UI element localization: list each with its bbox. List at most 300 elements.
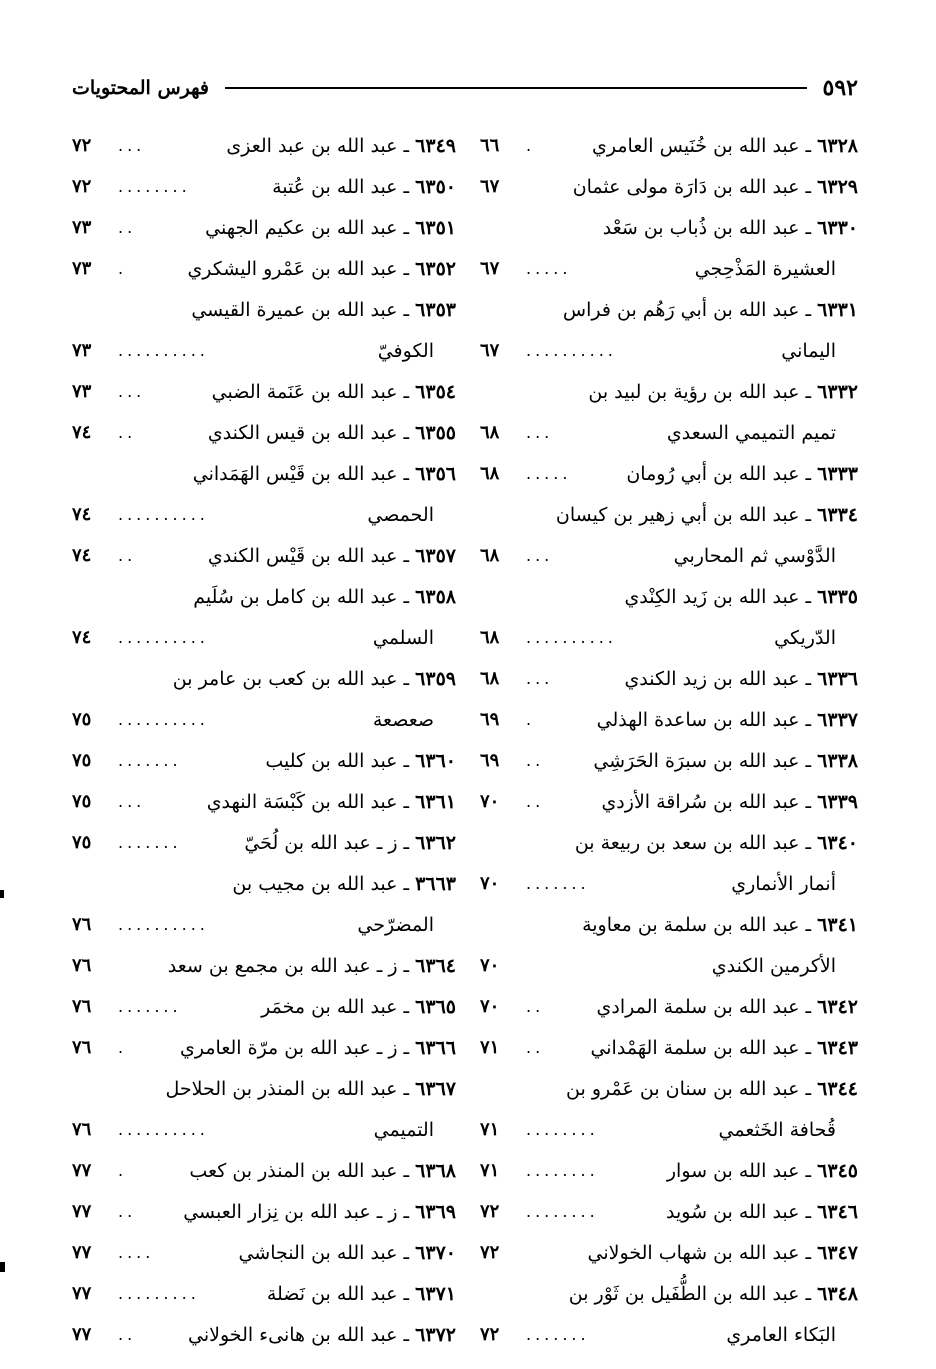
toc-entry-name: عبد الله بن النجاشي: [238, 1241, 398, 1264]
toc-entry-text: [173, 668, 456, 690]
toc-entry-text: [712, 955, 858, 977]
toc-entry-text: [265, 750, 456, 772]
toc-entry-name: عبد الله بن سبرَة الحَرَشِي: [593, 749, 800, 772]
toc-entry: [72, 699, 456, 740]
toc-entry-name: عبد الله بن مخمَر: [261, 995, 398, 1018]
toc-leader-dots: ..: [118, 546, 137, 565]
toc-entry-text: [667, 1160, 858, 1182]
toc-entry-name: أنمار الأنماري: [731, 872, 836, 895]
toc-entry-name: عبد الله بن دَارَة مولى عثمان: [572, 175, 800, 198]
toc-entry: [72, 535, 456, 576]
toc-page-number: ٧١: [480, 1037, 500, 1058]
toc-entry-name: عبد الله بن نَضلة: [266, 1282, 398, 1305]
toc-entry-name: الكوفيّ: [377, 339, 434, 362]
toc-page-number: ٧٥: [72, 832, 92, 853]
toc-entry-text: [189, 1160, 456, 1182]
toc-leader-dots: ..: [118, 1202, 137, 1221]
toc-entry-separator: ـ: [397, 790, 416, 813]
toc-entry-number: ٦٣٣٥: [817, 585, 858, 608]
toc-entry: [72, 1027, 456, 1068]
toc-entry-name: عبد الله بن زَيد الكِنْدي: [624, 585, 800, 608]
toc-entry-number: ٦٣٥١: [415, 216, 456, 239]
toc-page-number: ٦٨: [480, 545, 500, 566]
toc-entry-number: ٣٦٦٣: [415, 872, 456, 895]
toc-entry: [480, 699, 858, 740]
toc-entry: [72, 330, 456, 371]
toc-entry-text: [272, 176, 456, 198]
toc-entry-name: عبد الله بن قَيْس الكندي: [207, 544, 398, 567]
toc-page-number: ٧٧: [72, 1160, 92, 1181]
toc-entry-name: الأكرمين الكندي: [711, 954, 836, 977]
toc-entry: [480, 1191, 858, 1232]
toc-entry-name: البَكاء العامري: [726, 1323, 836, 1346]
toc-entry-number: ٦٣٤٢: [817, 995, 858, 1018]
toc-entry-number: ٦٣٧٢: [415, 1323, 456, 1346]
toc-entry-separator: ـ: [397, 1241, 416, 1264]
toc-entry: [72, 986, 456, 1027]
toc-entry-text: [575, 832, 858, 854]
toc-entry-name: عبد الله بن المنذر بن الحلاحل: [165, 1077, 398, 1100]
toc-leader-dots: .....: [526, 464, 572, 483]
toc-entry: [480, 1232, 858, 1273]
toc-entry-text: [624, 586, 858, 608]
toc-page-number: ٧٢: [72, 176, 92, 197]
toc-entry-text: [588, 381, 858, 403]
toc-entry-separator: ـ: [397, 667, 416, 690]
toc-entry-text: [193, 463, 456, 485]
toc-leader-dots: ...: [118, 136, 146, 155]
toc-entry: [480, 1314, 858, 1355]
header-title: فهرس المحتويات: [72, 77, 209, 99]
toc-entry: [72, 412, 456, 453]
toc-entry: [72, 494, 456, 535]
toc-entry-number: ٦٣٣٦: [817, 667, 858, 690]
toc-entry-number: ٦٣٤٨: [817, 1282, 858, 1305]
toc-entry-text: [731, 873, 858, 895]
toc-entry-text: [582, 914, 858, 936]
toc-entry-name: الدَّوْسي ثم المحاربي: [673, 544, 836, 567]
toc-entry: [480, 904, 858, 945]
toc-entry: [72, 740, 456, 781]
toc-leader-dots: .......: [118, 751, 182, 770]
toc-entry-name: اليماني: [781, 339, 836, 362]
toc-page-number: ٦٨: [480, 463, 500, 484]
toc-entry-name: عبد الله بن عكيم الجهني: [205, 216, 398, 239]
toc-entry-number: ٦٣٦١: [415, 790, 456, 813]
toc-entry-number: ٦٣٤٣: [817, 1036, 858, 1059]
toc-entry-number: ٦٣٤٤: [817, 1077, 858, 1100]
toc-entry-text: [593, 750, 858, 772]
toc-leader-dots: ..........: [118, 628, 209, 647]
toc-entry: [72, 125, 456, 166]
toc-page-number: ٧٧: [72, 1283, 92, 1304]
toc-entry-separator: ـ: [799, 503, 818, 526]
toc-entry-number: ٦٣٥٧: [415, 544, 456, 567]
toc-page-number: ٧٤: [72, 627, 92, 648]
toc-entry-separator: ـ: [799, 1036, 818, 1059]
toc-page-number: ٧٣: [72, 217, 92, 238]
toc-entry-separator: ـ: [397, 1282, 416, 1305]
toc-entry: [480, 289, 858, 330]
toc-leader-dots: ....: [118, 1243, 155, 1262]
toc-page-number: ٧٧: [72, 1324, 92, 1345]
toc-entry-separator: ـ: [397, 1323, 416, 1346]
toc-entry-separator: ـ: [799, 134, 818, 157]
toc-entry-text: [719, 1119, 859, 1141]
toc-entry-separator: ـ: [397, 298, 416, 321]
toc-page-number: ٧٠: [480, 996, 500, 1017]
toc-page-number: ٦٩: [480, 709, 500, 730]
toc-entry-text: [357, 914, 456, 936]
toc-leader-dots: .......: [118, 997, 182, 1016]
toc-entry-name: عبد الله بن هانىء الخولاني: [188, 1323, 398, 1346]
toc-entry-number: ٦٣٥٤: [415, 380, 456, 403]
toc-entry-name: عبد الله بن عميرة القيسي: [191, 298, 398, 321]
toc-leader-dots: .......: [526, 1325, 590, 1344]
toc-entry-text: [573, 176, 858, 198]
toc-entry-number: ٦٣٣٠: [817, 216, 858, 239]
toc-entry: [72, 863, 456, 904]
toc-entry-name: التميمي: [373, 1118, 434, 1141]
toc-entry: [72, 945, 456, 986]
toc-entry: [480, 1027, 858, 1068]
toc-entry-separator: ـ: [799, 1241, 818, 1264]
toc-entry-number: ٦٣٦٢: [415, 831, 456, 854]
toc-entry-text: [188, 1324, 456, 1346]
toc-entry-name: عبد الله بن خُنَيس العامري: [592, 134, 800, 157]
toc-entry-number: ٦٣٣٧: [817, 708, 858, 731]
toc-entry-name: عبد الله بن كامل بن سُلَيم: [193, 585, 398, 608]
toc-page-number: ٧٦: [72, 914, 92, 935]
toc-entry-name: عبد الله بن زيد الكندي: [624, 667, 800, 690]
toc-entry-separator: ـ: [397, 1077, 416, 1100]
toc-entry-number: ٦٣٢٨: [817, 134, 858, 157]
toc-entry-text: [183, 1201, 456, 1223]
toc-entry: [72, 576, 456, 617]
toc-entry-separator: ـ: [397, 421, 416, 444]
toc-page-number: ٧٢: [480, 1201, 500, 1222]
toc-entry-separator: ـ: [799, 749, 818, 772]
toc-leader-dots: ..: [118, 1325, 137, 1344]
toc-entry-text: [695, 258, 858, 280]
toc-entry-separator: ـ: [397, 1159, 416, 1182]
toc-page-number: ٧٦: [72, 996, 92, 1017]
toc-entry-number: ٦٣٣٣: [817, 462, 858, 485]
toc-entry-text: [378, 340, 456, 362]
toc-entry-name: عبد الله بن سلمة بن معاوية: [582, 913, 800, 936]
toc-entry-name: عبد الله بن قَيْس الهَمَداني: [192, 462, 398, 485]
toc-page-number: ٦٨: [480, 668, 500, 689]
toc-leader-dots: ...: [118, 792, 146, 811]
toc-entry-text: [563, 299, 858, 321]
toc-entry: [480, 617, 858, 658]
toc-entry-separator: ـ: [397, 216, 416, 239]
toc-entry-number: ٦٣٦٨: [415, 1159, 456, 1182]
toc-entry-name: عبد الله بن كليب: [265, 749, 398, 772]
toc-entry-number: ٦٣٤٧: [817, 1241, 858, 1264]
toc-entry-text: [596, 996, 858, 1018]
toc-page-number: ٧٧: [72, 1201, 92, 1222]
toc-leader-dots: ........: [118, 177, 191, 196]
toc-entry-name: صعصعة: [372, 708, 434, 731]
toc-page-number: ٧٥: [72, 791, 92, 812]
header-rule: [225, 87, 807, 89]
toc-page-number: ٧٥: [72, 750, 92, 771]
toc-entry-separator: ـ: [799, 790, 818, 813]
toc-entry-separator: ـ: [799, 462, 818, 485]
toc-entry-separator: ـ: [799, 175, 818, 198]
toc-entry-name: عبد الله بن عبد العزى: [226, 134, 398, 157]
toc-leader-dots: ...: [526, 546, 554, 565]
toc-leader-dots: ........: [526, 1202, 599, 1221]
toc-leader-dots: ..: [526, 997, 545, 1016]
toc-entry: [480, 1068, 858, 1109]
toc-leader-dots: ..........: [526, 341, 617, 360]
toc-entry-name: المضرّحي: [357, 913, 434, 936]
toc-entry: [72, 1150, 456, 1191]
toc-entry-text: [373, 627, 456, 649]
toc-page-number: ٧٤: [72, 504, 92, 525]
toc-page-number: ٦٦: [480, 135, 500, 156]
toc-leader-dots: ..: [526, 1038, 545, 1057]
page-number: ٥٩٢: [822, 75, 858, 101]
toc-entry-name: عبد الله بن ساعدة الهذلي: [596, 708, 800, 731]
toc-entry-separator: ـ: [799, 1282, 818, 1305]
toc-entry: [480, 1109, 858, 1150]
toc-entry-name: عبد الله بن عُتبة: [272, 175, 398, 198]
toc-page-number: ٦٧: [480, 258, 500, 279]
toc-entry: [480, 1150, 858, 1191]
toc-entry: [480, 453, 858, 494]
toc-entry-name: ز ـ عبد الله بن مرّة العامري: [180, 1036, 398, 1059]
toc-entry-number: ٦٣٣٢: [817, 380, 858, 403]
toc-entry-number: ٦٣٦٠: [415, 749, 456, 772]
toc-leader-dots: ..: [118, 218, 137, 237]
toc-page-number: ٧٦: [72, 1037, 92, 1058]
toc-entry: [480, 494, 858, 535]
toc-entry: [72, 207, 456, 248]
toc-entry-name: عبد الله بن كَبْسَة النهدي: [206, 790, 398, 813]
toc-leader-dots: .....: [526, 259, 572, 278]
toc-entry-name: السلمي: [372, 626, 434, 649]
toc-entry-text: [626, 463, 858, 485]
toc-entry-text: [212, 381, 456, 403]
toc-entry-separator: ـ: [397, 462, 416, 485]
toc-entry-separator: ـ: [397, 1036, 416, 1059]
toc-entry: [72, 1232, 456, 1273]
toc-entry: [72, 904, 456, 945]
toc-entry: [480, 207, 858, 248]
toc-entry-text: [238, 1242, 456, 1264]
toc-entry-text: [193, 586, 456, 608]
toc-leader-dots: ...: [118, 382, 146, 401]
page-header: [72, 70, 858, 106]
toc-entry-separator: ـ: [799, 995, 818, 1018]
toc-entry-name: ز ـ عبد الله بن لُحَيّ: [244, 831, 398, 854]
toc-entry-name: عبد الله بن سُراقة الأزدي: [601, 790, 800, 813]
toc-entry-number: ٦٣٥٦: [415, 462, 456, 485]
toc-page-number: ٧٠: [480, 873, 500, 894]
toc-entry-number: ٦٣٥٩: [415, 667, 456, 690]
toc-entry-text: [165, 1078, 456, 1100]
toc-entry-text: [601, 791, 858, 813]
toc-leader-dots: ..........: [118, 710, 209, 729]
toc-entry: [480, 412, 858, 453]
toc-entry-number: ٦٣٧٠: [415, 1241, 456, 1264]
toc-entry-separator: ـ: [397, 995, 416, 1018]
toc-leader-dots: ..........: [118, 915, 209, 934]
toc-entry: [480, 535, 858, 576]
toc-page-number: ٦٨: [480, 627, 500, 648]
toc-entry-number: ٦٣٦٩: [415, 1200, 456, 1223]
toc-entry: [480, 822, 858, 863]
toc-entry: [480, 330, 858, 371]
toc-entry: [72, 822, 456, 863]
toc-entry-name: عبد الله بن رؤية بن لبيد بن: [588, 380, 800, 403]
toc-page-number: ٧١: [480, 1160, 500, 1181]
toc-page-number: ٧٣: [72, 381, 92, 402]
toc-entry-text: [569, 1283, 858, 1305]
toc-entry-text: [168, 955, 456, 977]
toc-entry: [72, 453, 456, 494]
toc-entry-name: عبد الله بن سُويد: [666, 1200, 800, 1223]
toc-leader-dots: .: [118, 259, 128, 278]
toc-entry-separator: ـ: [397, 872, 416, 895]
toc-entry: [480, 125, 858, 166]
toc-entry-number: ٦٣٢٩: [817, 175, 858, 198]
toc-entry-text: [244, 832, 456, 854]
toc-entry-name: عبد الله بن سلمة الهَمْداني: [590, 1036, 800, 1059]
toc-entry-name: عبد الله بن مجيب بن: [232, 872, 398, 895]
toc-entry-text: [191, 299, 456, 321]
toc-entry: [72, 1191, 456, 1232]
toc-entry: [72, 781, 456, 822]
toc-entry: [480, 781, 858, 822]
toc-leader-dots: ...: [526, 423, 554, 442]
toc-entry-text: [261, 996, 456, 1018]
toc-entry-separator: ـ: [397, 134, 416, 157]
toc-entry-name: عبد الله بن المنذر بن كعب: [189, 1159, 398, 1182]
toc-leader-dots: ..: [118, 423, 137, 442]
toc-entry-text: [726, 1324, 858, 1346]
toc-page-number: ٧٤: [72, 422, 92, 443]
toc-entry: [72, 166, 456, 207]
toc-entry-separator: ـ: [799, 298, 818, 321]
toc-entry-number: ٦٣٤١: [817, 913, 858, 936]
toc-entry-text: [624, 668, 858, 690]
toc-entry-number: ٦٣٧١: [415, 1282, 456, 1305]
toc-entry-text: [597, 709, 858, 731]
toc-entry: [72, 658, 456, 699]
toc-leader-dots: ........: [526, 1120, 599, 1139]
toc-entry-separator: ـ: [397, 380, 416, 403]
toc-entry-name: عبد الله بن أبي رَهُم بن فراس: [562, 298, 800, 321]
toc-entry-separator: ـ: [799, 1200, 818, 1223]
toc-entry: [72, 289, 456, 330]
toc-entry-text: [556, 504, 858, 526]
toc-entry: [72, 371, 456, 412]
toc-entry-number: ٦٣٥٠: [415, 175, 456, 198]
toc-entry-number: ٦٣٤٥: [817, 1159, 858, 1182]
toc-entry-name: عبد الله بن سوار: [666, 1159, 800, 1182]
toc-entry-name: عبد الله بن أبي رُومان: [626, 462, 800, 485]
toc-entry-name: عبد الله بن سلمة المرادي: [596, 995, 800, 1018]
toc-entry-separator: ـ: [799, 380, 818, 403]
toc-entry-number: ٦٣٣١: [817, 298, 858, 321]
toc-page-number: ٧٥: [72, 709, 92, 730]
toc-entry-text: [590, 1037, 858, 1059]
toc-page-number: ٦٧: [480, 176, 500, 197]
toc-column-left: [72, 125, 456, 1355]
toc-entry-name: عبد الله بن أبي زهير بن كيسان: [555, 503, 800, 526]
toc-leader-dots: ...: [526, 669, 554, 688]
toc-entry: [72, 248, 456, 289]
toc-entry: [72, 617, 456, 658]
toc-entry-separator: ـ: [397, 257, 416, 280]
toc-entry: [480, 945, 858, 986]
toc-page-number: ٧٦: [72, 955, 92, 976]
toc-entry-text: [208, 545, 456, 567]
toc-leader-dots: .......: [118, 833, 182, 852]
toc-entry-number: ٦٣٣٩: [817, 790, 858, 813]
toc-page-number: ٧١: [480, 1119, 500, 1140]
toc-entry-name: الدّريكي: [774, 626, 836, 649]
toc-page-number: ٦٨: [480, 422, 500, 443]
toc-entry-separator: ـ: [799, 667, 818, 690]
toc-entry-separator: ـ: [799, 1159, 818, 1182]
toc-entry: [480, 1273, 858, 1314]
toc-leader-dots: .......: [526, 874, 590, 893]
toc-leader-dots: .: [526, 710, 536, 729]
toc-entry-name: العشيرة المَذْحِجي: [694, 257, 836, 280]
toc-entry-number: ٦٣٤٠: [817, 831, 858, 854]
toc-entry: [480, 658, 858, 699]
toc-entry: [72, 1068, 456, 1109]
toc-entry-number: ٦٣٥٣: [415, 298, 456, 321]
toc-entry-text: [208, 422, 456, 444]
toc-leader-dots: .: [526, 136, 536, 155]
toc-entry-name: قُحافة الخَثعمي: [718, 1118, 836, 1141]
toc-entry-number: ٦٣٥٥: [415, 421, 456, 444]
toc-entry-name: عبد الله بن ذُباب بن سَعْد: [602, 216, 800, 239]
toc-entry-separator: ـ: [397, 585, 416, 608]
toc-entry-text: [367, 504, 456, 526]
toc-entry-separator: ـ: [397, 954, 416, 977]
toc-entry-number: ٦٣٦٦: [415, 1036, 456, 1059]
toc-page-number: ٧٧: [72, 1242, 92, 1263]
toc-entry-separator: ـ: [799, 913, 818, 936]
toc-entry-name: عبد الله بن عَنَمة الضبي: [211, 380, 398, 403]
toc-entry-number: ٦٣٦٤: [415, 954, 456, 977]
toc-leader-dots: ..........: [118, 505, 209, 524]
toc-entry-separator: ـ: [799, 831, 818, 854]
toc-entry-separator: ـ: [397, 1200, 416, 1223]
toc-leader-dots: ..........: [118, 341, 209, 360]
toc-entry-number: ٦٣٣٤: [817, 503, 858, 526]
toc-entry-separator: ـ: [799, 216, 818, 239]
toc-leader-dots: .: [118, 1161, 128, 1180]
scan-mark: [0, 1262, 5, 1272]
toc-entry-text: [373, 709, 456, 731]
toc-page-number: ٧٣: [72, 340, 92, 361]
toc-leader-dots: ..: [526, 792, 545, 811]
toc-entry-text: [180, 1037, 456, 1059]
toc-entry-name: ز ـ عبد الله بن نِزار العبسي: [183, 1200, 398, 1223]
toc-entry-name: عبد الله بن كعب بن عامر بن: [172, 667, 398, 690]
toc-entry-separator: ـ: [799, 585, 818, 608]
toc-leader-dots: ..........: [526, 628, 617, 647]
toc-entry: [72, 1273, 456, 1314]
